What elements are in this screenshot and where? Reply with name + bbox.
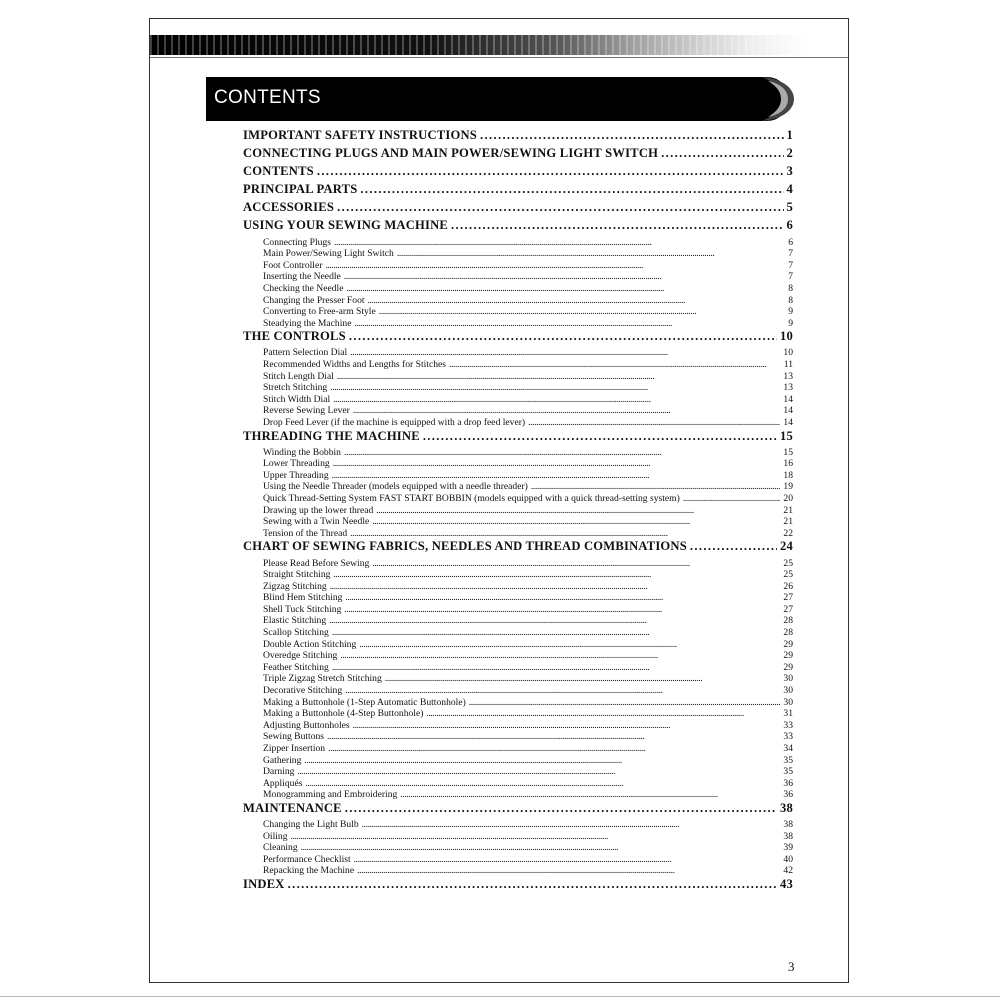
toc-entry-page: 28 [783, 627, 793, 639]
toc-entry-page: 38 [780, 800, 793, 815]
toc-entry-title: USING YOUR SEWING MACHINE [243, 218, 449, 233]
toc-entry-page: 21 [783, 504, 793, 516]
toc-subsection-entry [243, 295, 793, 307]
toc-subsection-entry [243, 394, 793, 406]
toc-entry-title: Steadying the Machine [263, 317, 352, 329]
toc-subsection-entry [243, 789, 793, 801]
toc-dot-leader [353, 720, 781, 732]
toc-entry-title: Stretch Stitching [263, 382, 328, 394]
toc-entry-page: 40 [783, 853, 793, 865]
toc-dot-leader [340, 650, 780, 662]
toc-section-entry [243, 329, 793, 347]
toc-entry-page: 29 [783, 650, 793, 662]
toc-dot-leader [354, 318, 785, 330]
toc-subsection-entry [243, 615, 793, 627]
toc-entry-page: 7 [788, 248, 793, 260]
toc-entry-page: 3 [786, 164, 793, 179]
toc-dot-leader [344, 271, 785, 283]
toc-subsection-entry [243, 237, 793, 249]
toc-entry-page: 15 [783, 446, 793, 458]
toc-dot-leader [291, 831, 781, 843]
page-bottom-rule [0, 996, 1000, 997]
toc-entry-page: 31 [783, 708, 793, 720]
toc-dot-leader [385, 673, 781, 685]
toc-dot-leader [297, 766, 780, 778]
toc-entry-title: Zipper Insertion [263, 743, 326, 754]
toc-entry-page: 35 [783, 754, 793, 766]
toc-dot-leader [333, 569, 780, 581]
toc-entry-page: 8 [788, 282, 793, 294]
toc-entry-title: Gathering [263, 754, 302, 766]
toc-section-entry [243, 429, 793, 447]
toc-entry-page: 29 [783, 661, 793, 673]
contents-banner [206, 77, 789, 121]
toc-subsection-entry [243, 743, 793, 755]
toc-dot-leader [376, 505, 780, 517]
toc-subsection-entry [243, 673, 793, 685]
toc-dot-leader [346, 283, 785, 295]
toc-entry-page: 11 [783, 359, 793, 370]
toc-entry-page: 42 [783, 865, 793, 877]
toc-entry-page: 2 [786, 146, 793, 161]
toc-subsection-entry [243, 347, 793, 359]
toc-section-entry [243, 877, 793, 895]
toc-subsection-entry [243, 662, 793, 674]
toc-subsection-entry [243, 470, 793, 482]
toc-entry-title: CHART OF SEWING FABRICS, NEEDLES AND THREAD COMBINATIONS [243, 539, 687, 554]
header-bar-texture [150, 35, 848, 55]
toc-entry-title: Foot Controller [263, 259, 323, 271]
toc-entry-page: 34 [783, 743, 793, 754]
toc-entry-title: THE CONTROLS [243, 329, 346, 344]
toc-dot-leader [344, 604, 780, 616]
toc-entry-title: Shell Tuck Stitching [263, 603, 342, 615]
toc-subsection-entry [243, 371, 793, 383]
toc-dot-leader [480, 128, 784, 143]
toc-subsection-entry [243, 865, 793, 877]
toc-entry-page: 16 [783, 458, 793, 470]
toc-dot-leader [661, 146, 783, 161]
toc-subsection-entry [243, 685, 793, 697]
toc-subsection-entry [243, 271, 793, 283]
toc-entry-title: Sewing with a Twin Needle [263, 516, 370, 528]
toc-entry-title: THREADING THE MACHINE [243, 428, 420, 443]
toc-dot-leader [362, 819, 781, 831]
toc-dot-leader [344, 447, 780, 459]
toc-subsection-entry [243, 581, 793, 593]
toc-entry-title: Triple Zigzag Stretch Stitching [263, 673, 382, 685]
toc-dot-leader [301, 842, 781, 854]
toc-subsection-entry [243, 854, 793, 866]
toc-entry-title: Performance Checklist [263, 853, 351, 865]
toc-entry-title: Monogramming and Embroidering [263, 789, 398, 801]
toc-entry-page: 9 [788, 306, 793, 318]
toc-dot-leader [426, 708, 780, 720]
toc-entry-title: Decorative Stitching [263, 685, 343, 697]
toc-entry-page: 6 [786, 218, 793, 233]
toc-entry-page: 9 [788, 317, 793, 329]
toc-entry-title: Inserting the Needle [263, 271, 341, 283]
toc-subsection-entry [243, 260, 793, 272]
toc-entry-page: 20 [783, 493, 793, 505]
toc-entry-title: IMPORTANT SAFETY INSTRUCTIONS [243, 128, 477, 142]
toc-section-entry [243, 801, 793, 819]
toc-dot-leader [337, 371, 781, 383]
toc-entry-page: 8 [788, 294, 793, 306]
toc-subsection-entry [243, 569, 793, 581]
toc-dot-leader [469, 697, 781, 709]
toc-entry-page: 29 [783, 638, 793, 650]
toc-dot-leader [683, 493, 781, 505]
toc-entry-title: Stitch Length Dial [263, 370, 334, 382]
toc-entry-page: 28 [783, 615, 793, 627]
toc-dot-leader [334, 237, 785, 249]
toc-entry-title: Making a Buttonhole (4-Step Buttonhole) [263, 708, 424, 720]
toc-entry-page: 4 [786, 182, 793, 197]
toc-entry-page: 1 [786, 128, 793, 142]
toc-entry-page: 25 [783, 569, 793, 581]
toc-subsection-entry [243, 481, 793, 493]
toc-entry-page: 36 [783, 789, 793, 801]
header-gradient-bar [150, 35, 848, 55]
toc-subsection-entry [243, 528, 793, 540]
toc-dot-leader [327, 731, 780, 743]
toc-section-entry [243, 146, 793, 164]
toc-entry-page: 5 [786, 200, 793, 215]
toc-subsection-entry [243, 505, 793, 517]
toc-subsection-entry [243, 516, 793, 528]
toc-entry-title: Appliqués [263, 777, 303, 789]
toc-subsection-entry [243, 697, 793, 709]
toc-section-entry [243, 164, 793, 182]
toc-entry-title: CONNECTING PLUGS AND MAIN POWER/SEWING LIGHT SWITCH [243, 146, 659, 161]
toc-subsection-entry [243, 417, 793, 429]
toc-entry-title: Winding the Bobbin [263, 446, 341, 458]
toc-dot-leader [345, 801, 777, 816]
toc-entry-title: Cleaning [263, 842, 298, 854]
toc-entry-page: 22 [783, 527, 793, 539]
toc-entry-page: 43 [780, 877, 793, 892]
toc-subsection-entry [243, 731, 793, 743]
toc-entry-page: 24 [780, 539, 793, 554]
toc-entry-title: Tension of the Thread [263, 527, 348, 539]
toc-dot-leader [332, 470, 781, 482]
toc-dot-leader [305, 778, 780, 790]
toc-entry-title: Main Power/Sewing Light Switch [263, 248, 394, 260]
toc-entry-title: Using the Needle Threader (models equipped with a needle threader) [263, 481, 528, 493]
toc-entry-title: MAINTENANCE [243, 800, 342, 815]
toc-entry-page: 14 [783, 393, 793, 405]
toc-dot-leader [350, 347, 780, 359]
toc-entry-page: 33 [783, 731, 793, 743]
toc-section-entry [243, 182, 793, 200]
toc-dot-leader [354, 854, 781, 866]
toc-entry-title: Overedge Stitching [263, 650, 338, 662]
toc-entry-title: Repacking the Machine [263, 865, 355, 877]
toc-entry-page: 13 [783, 382, 793, 394]
toc-subsection-entry [243, 318, 793, 330]
toc-dot-leader [329, 615, 780, 627]
toc-subsection-entry [243, 405, 793, 417]
toc-dot-leader [372, 558, 780, 570]
toc-entry-title: Quick Thread-Setting System FAST START BOBBIN (models equipped with a quick thread-setting system) [263, 493, 680, 505]
toc-entry-title: Scallop Stitching [263, 627, 329, 639]
toc-entry-title: INDEX [243, 877, 285, 892]
toc-dot-leader [368, 295, 786, 307]
toc-entry-page: 39 [783, 842, 793, 854]
toc-entry-title: Drawing up the lower thread [263, 504, 374, 516]
toc-subsection-entry [243, 558, 793, 570]
toc-dot-leader [349, 329, 777, 344]
toc-dot-leader [333, 394, 780, 406]
toc-subsection-entry [243, 283, 793, 295]
toc-entry-title: Double Action Stitching [263, 638, 357, 650]
toc-dot-leader [359, 639, 780, 651]
toc-subsection-entry [243, 627, 793, 639]
toc-dot-leader [337, 200, 783, 215]
toc-dot-leader [690, 539, 777, 554]
toc-entry-title: Darning [263, 766, 295, 778]
toc-entry-page: 33 [783, 719, 793, 731]
toc-dot-leader [357, 865, 780, 877]
toc-dot-leader [353, 405, 781, 417]
toc-entry-title: Changing the Presser Foot [263, 294, 365, 306]
toc-entry-page: 27 [783, 603, 793, 615]
toc-dot-leader [397, 248, 785, 260]
toc-subsection-entry [243, 831, 793, 843]
toc-dot-leader [317, 164, 784, 179]
page-number: 3 [788, 959, 795, 974]
toc-dot-leader [360, 182, 783, 197]
header-bar-rule [150, 57, 848, 58]
toc-dot-leader [288, 877, 777, 892]
table-of-contents [243, 128, 793, 895]
toc-entry-title: Converting to Free-arm Style [263, 306, 376, 318]
toc-dot-leader [449, 359, 781, 371]
toc-entry-title: Changing the Light Bulb [263, 819, 359, 831]
toc-entry-page: 13 [783, 370, 793, 382]
toc-subsection-entry [243, 755, 793, 767]
toc-dot-leader [325, 260, 785, 272]
toc-subsection-entry [243, 819, 793, 831]
toc-dot-leader [531, 481, 781, 493]
toc-entry-page: 14 [783, 405, 793, 417]
toc-entry-title: Recommended Widths and Lengths for Stitches [263, 359, 447, 370]
toc-entry-title: Blind Hem Stitching [263, 592, 343, 604]
toc-entry-title: Drop Feed Lever (if the machine is equipped with a drop feed lever) [263, 416, 526, 428]
toc-dot-leader [330, 581, 781, 593]
toc-subsection-entry [243, 248, 793, 260]
toc-dot-leader [345, 592, 780, 604]
toc-entry-title: PRINCIPAL PARTS [243, 182, 358, 197]
toc-section-entry [243, 539, 793, 557]
toc-section-entry [243, 200, 793, 218]
toc-entry-title: Zigzag Stitching [263, 580, 327, 592]
toc-entry-page: 38 [783, 830, 793, 842]
toc-subsection-entry [243, 639, 793, 651]
toc-entry-page: 18 [783, 469, 793, 481]
toc-entry-title: Upper Threading [263, 469, 329, 481]
toc-entry-page: 36 [783, 777, 793, 789]
toc-entry-page: 14 [783, 416, 793, 428]
toc-entry-title: Straight Stitching [263, 569, 331, 581]
toc-subsection-entry [243, 592, 793, 604]
toc-entry-title: Lower Threading [263, 458, 330, 470]
toc-entry-page: 19 [783, 481, 793, 493]
toc-dot-leader [304, 755, 780, 767]
toc-entry-title: Making a Buttonhole (1-Step Automatic Buttonhole) [263, 696, 466, 708]
crescent-ornament-icon [754, 75, 800, 123]
toc-dot-leader [350, 528, 780, 540]
toc-dot-leader [332, 627, 781, 639]
manual-page [149, 18, 849, 983]
toc-entry-title: CONTENTS [243, 164, 314, 179]
toc-dot-leader [372, 516, 780, 528]
toc-entry-title: Stitch Width Dial [263, 393, 331, 405]
toc-subsection-entry [243, 708, 793, 720]
toc-section-entry [243, 218, 793, 236]
toc-subsection-entry [243, 382, 793, 394]
toc-entry-title: Checking the Needle [263, 282, 344, 294]
toc-entry-page: 25 [783, 557, 793, 569]
toc-entry-page: 35 [783, 766, 793, 778]
toc-entry-title: Elastic Stitching [263, 615, 327, 627]
toc-entry-page: 7 [788, 259, 793, 271]
toc-dot-leader [400, 789, 780, 801]
toc-entry-page: 7 [788, 271, 793, 283]
toc-dot-leader [333, 458, 781, 470]
toc-dot-leader [332, 662, 781, 674]
toc-dot-leader [345, 685, 780, 697]
toc-subsection-entry [243, 766, 793, 778]
toc-subsection-entry [243, 650, 793, 662]
toc-subsection-entry [243, 493, 793, 505]
toc-entry-title: Feather Stitching [263, 661, 329, 673]
toc-dot-leader [379, 306, 785, 318]
toc-dot-leader [528, 417, 780, 429]
toc-subsection-entry [243, 447, 793, 459]
toc-subsection-entry [243, 458, 793, 470]
toc-entry-page: 10 [783, 347, 793, 359]
toc-entry-page: 27 [783, 592, 793, 604]
toc-dot-leader [328, 743, 780, 755]
toc-entry-page: 38 [783, 819, 793, 831]
toc-entry-page: 30 [783, 696, 793, 708]
toc-subsection-entry [243, 778, 793, 790]
toc-entry-title: Oiling [263, 830, 288, 842]
toc-subsection-entry [243, 359, 793, 371]
toc-entry-title: Sewing Buttons [263, 731, 325, 743]
toc-entry-title: ACCESSORIES [243, 200, 335, 215]
toc-dot-leader [423, 429, 777, 444]
toc-subsection-entry [243, 842, 793, 854]
toc-dot-leader [330, 382, 780, 394]
toc-section-entry [243, 128, 793, 146]
toc-entry-title: Connecting Plugs [263, 236, 331, 248]
toc-entry-page: 6 [788, 236, 793, 248]
page-title: CONTENTS [214, 87, 321, 108]
toc-entry-title: Please Read Before Sewing [263, 557, 370, 569]
toc-subsection-entry [243, 720, 793, 732]
toc-entry-page: 30 [783, 673, 793, 685]
toc-subsection-entry [243, 604, 793, 616]
toc-subsection-entry [243, 306, 793, 318]
toc-entry-page: 26 [783, 580, 793, 592]
toc-entry-page: 10 [780, 329, 793, 344]
toc-entry-title: Reverse Sewing Lever [263, 405, 350, 417]
toc-entry-page: 15 [780, 428, 793, 443]
toc-entry-page: 30 [783, 685, 793, 697]
toc-dot-leader [451, 218, 783, 233]
toc-entry-page: 21 [783, 516, 793, 528]
toc-entry-title: Adjusting Buttonholes [263, 719, 350, 731]
toc-entry-title: Pattern Selection Dial [263, 347, 348, 359]
